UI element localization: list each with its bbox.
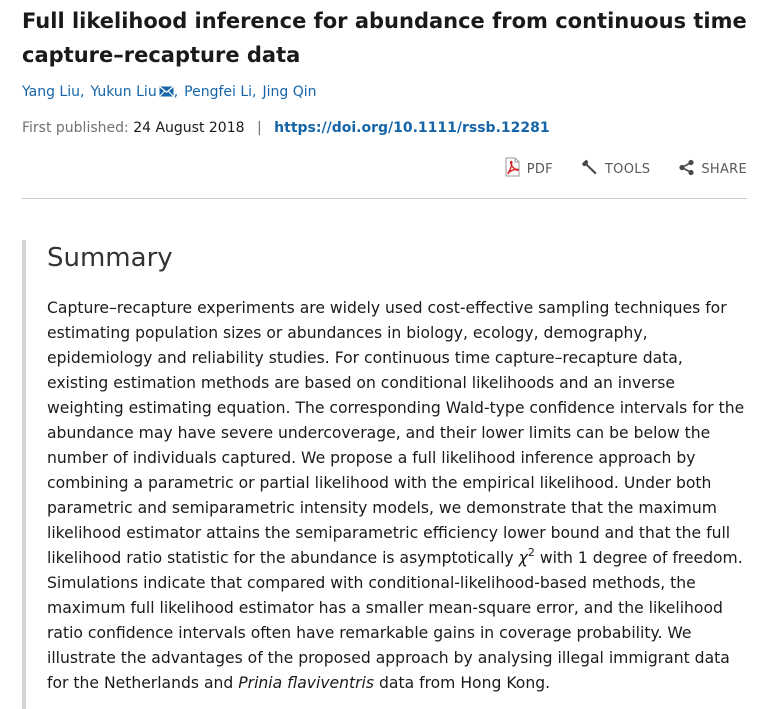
summary-text-part3: data from Hong Kong. — [379, 674, 551, 692]
first-published-label: First published: — [22, 120, 129, 136]
pdf-label: PDF — [526, 161, 553, 177]
author-link[interactable]: Yang Liu — [22, 84, 80, 100]
author-separator: , — [173, 84, 179, 100]
doi-link[interactable]: https://doi.org/10.1111/rssb.12281 — [274, 120, 550, 136]
summary-heading: Summary — [47, 243, 173, 273]
article-title: Full likelihood inference for abundance from continuous time capture–recapture data — [22, 9, 747, 67]
chi-letter: χ — [518, 549, 528, 567]
summary-text-part1: Capture–recapture experiments are widely used cost-effective sampling techniques for estimating population sizes or abundances in biology, ecology, demography, epidemiology and reliability studies. For continuous time capture–recapture data, existing estimation methods are based on conditional likelihoods and an inverse weighting estimating equation. The corresponding Wald-type confidence intervals for the abundance may have severe undercoverage, and their lower limits can be below the number of individuals captured. We propose a full likelihood inference approach by combining a parametric or partial likelihood with the empirical likelihood. Under both parametric and semiparametric intensity models, we demonstrate that the maximum likelihood estimator attains the semiparametric efficiency lower bound and that the full likelihood ratio statistic for the abundance is asymptotically — [47, 299, 745, 567]
share-label: SHARE — [701, 161, 747, 177]
author-separator: , — [79, 84, 85, 100]
summary-text-part2: with 1 degree of freedom. Simulations indicate that compared with conditional-likelihood-based methods, the maximum full likelihood estimator has a smaller mean-square error, and the likelihood ratio confidence intervals often have remarkable gains in coverage probability. We illustrate the advantages of the proposed approach by analysing illegal immigrant data for the Netherlands and — [47, 549, 743, 692]
summary-section — [22, 240, 751, 709]
pdf-button[interactable] — [504, 157, 553, 181]
summary-paragraph — [47, 296, 747, 696]
publication-info — [22, 118, 550, 138]
author-link[interactable]: Yukun Liu — [90, 84, 157, 100]
section-divider — [22, 198, 747, 199]
author-separator: , — [252, 84, 257, 100]
chi-squared-symbol — [518, 546, 535, 567]
pdf-icon — [504, 157, 521, 181]
wrench-icon — [581, 158, 599, 180]
article-toolbar — [504, 157, 747, 181]
author-link[interactable]: Jing Qin — [262, 84, 317, 100]
author-list — [22, 82, 317, 103]
envelope-icon[interactable] — [159, 83, 174, 103]
author-link[interactable]: Pengfei Li — [184, 84, 253, 100]
first-published-date: 24 August 2018 — [133, 120, 245, 136]
chi-exponent: 2 — [527, 546, 535, 559]
tools-button[interactable] — [581, 158, 650, 180]
tools-label: TOOLS — [604, 161, 651, 177]
share-button[interactable] — [678, 159, 747, 180]
species-name: Prinia flaviventris — [238, 674, 375, 692]
share-icon — [678, 159, 695, 180]
pub-divider: | — [256, 120, 262, 136]
